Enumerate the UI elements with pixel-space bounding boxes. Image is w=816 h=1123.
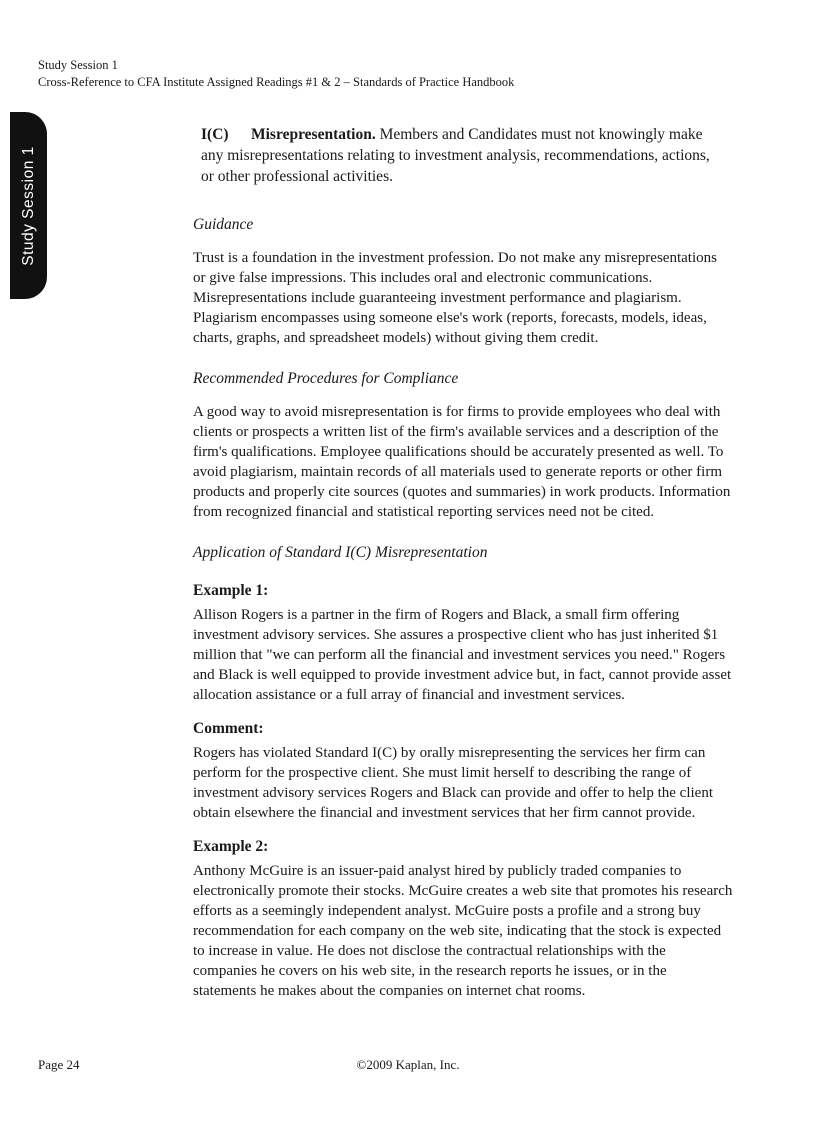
procedures-heading: Recommended Procedures for Compliance (193, 370, 459, 387)
standard-statement (201, 124, 721, 187)
comment1-heading: Comment: (193, 720, 264, 737)
example1-text: Allison Rogers is a partner in the firm of Rogers and Black, a small firm offering investment advisory services. She assures a prospective client who has just inherited $1 million that "we can perform all the financial and investment services you need." Rogers and Black is well equipped to provide investment advice but, in fact, cannot provide asset allocation assistance or a full array of financial and investment services. (193, 607, 732, 703)
standard-text: Members and Candidates must not knowingly make any misrepresentations relating to investment analysis, recommendations, actions, or other professional activities. (201, 126, 710, 185)
side-tab (10, 112, 47, 299)
running-header (38, 57, 514, 91)
standard-title: Misrepresentation. (251, 126, 376, 143)
side-tab-label: Study Session 1 (19, 145, 37, 266)
page-number: Page 24 (38, 1057, 80, 1072)
guidance-heading: Guidance (193, 216, 254, 233)
example2-text: Anthony McGuire is an issuer-paid analyst hired by publicly traded companies to electronically promote their stocks. McGuire creates a web site that promotes his research efforts as a seemingly independent analyst. McGuire posts a profile and a strong buy recommendation for each company on the web site, indicating that the stock is expected to increase in value. He does not disclose the contractual relationships with the companies he covers on his web site, in the research reports he issues, or in the statements he makes about the companies on internet chat rooms. (193, 863, 733, 999)
procedures-text: A good way to avoid misrepresentation is for firms to provide employees who deal with clients or prospects a written list of the firm's available services and a description of the firm's qualifications. Employee qualifications should be accurately presented as well. To avoid plagiarism, maintain records of all materials used to generate reports or other firm products and properly cite sources (quotes and summaries) in work products. Information from recognized financial and statistical reporting services need not be cited. (193, 404, 731, 520)
standard-code: I(C) (201, 126, 229, 143)
guidance-text: Trust is a foundation in the investment profession. Do not make any misrepresentations or give false impressions. This includes oral and electronic communications. Misrepresentations include guaranteeing investment performance and plagiarism. Plagiarism encompasses using someone else's work (reports, forecasts, models, ideas, charts, graphs, and spreadsheet models) without giving them credit. (193, 250, 717, 346)
copyright: ©2009 Kaplan, Inc. (356, 1057, 460, 1072)
comment1-text: Rogers has violated Standard I(C) by orally misrepresenting the services her firm can perform for the prospective client. She must limit herself to describing the range of investment advisory services Rogers and Black can provide and offer to help the client obtain elsewhere the financial and investment services that her firm cannot provide. (193, 745, 713, 821)
example1-heading: Example 1: (193, 582, 269, 599)
main-content (193, 124, 733, 1001)
header-session: Study Session 1 (38, 58, 118, 72)
application-heading: Application of Standard I(C) Misrepresentation (193, 544, 488, 561)
example2-heading: Example 2: (193, 838, 269, 855)
header-cross-reference: Cross-Reference to CFA Institute Assigned Readings #1 & 2 – Standards of Practice Handbook (38, 75, 515, 89)
